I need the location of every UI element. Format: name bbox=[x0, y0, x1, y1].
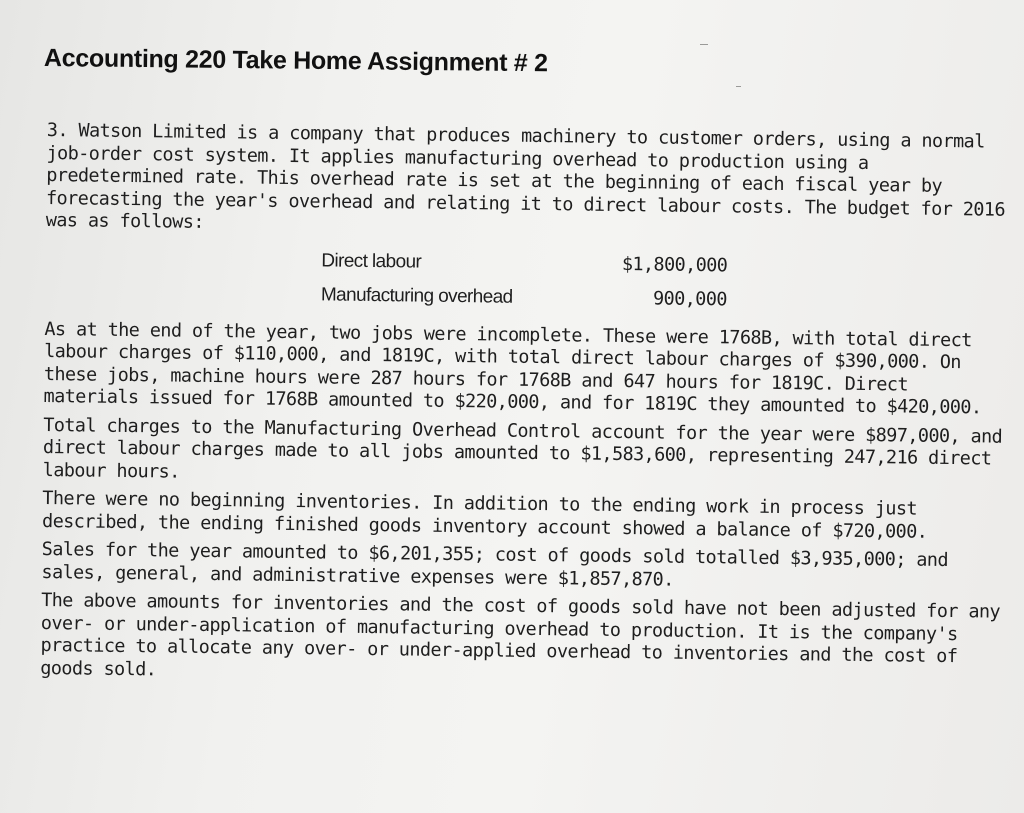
budget-value: 900,000 bbox=[652, 287, 727, 310]
budget-label: Direct labour bbox=[321, 249, 422, 273]
budget-label: Manufacturing overhead bbox=[320, 283, 513, 308]
paragraph-inventories: There were no beginning inventories. In addition to the ending work in process just described, the ending finished goods inventory account showed a balance of $720,000. bbox=[41, 487, 928, 543]
question-intro: 3. Watson Limited is a company that produces machinery to customer orders, using a normal job-order cost system. It applies manufacturing overhead to production using a predetermined rate. This overhead rate is set at the beginning of each fiscal year by forecasting the year's overhead and relating it to direct labour costs. The budget for 2016 was as follows: bbox=[45, 120, 1006, 233]
question-body bbox=[40, 120, 1007, 698]
paragraph-allocation: The above amounts for inventories and the cost of goods sold have not been adjusted for any over- or under-application of manufacturing overhead to production. It is the company's practice to allocate any over- or under-applied overhead to inventories and the cost of goods sold. bbox=[40, 589, 1001, 680]
paragraph-overhead-charges: Total charges to the Manufacturing Overhead Control account for the year were $897,000, and direct labour charges made to all jobs amounted to $1,583,600, representing 247,216 direct labour hours. bbox=[42, 414, 1003, 483]
paper-mark bbox=[700, 44, 708, 45]
assignment-title: Accounting 220 Take Home Assignment # 2 bbox=[43, 44, 548, 78]
budget-row-direct-labour bbox=[321, 250, 727, 283]
paragraph-incomplete-jobs: As at the end of the year, two jobs were incomplete. These were 1768B, with total direct labour charges of $110,000, and 1819C, with total direct labour charges of $390,000. On these jobs, machine hours were 287 hours for 1768B and 647 hours for 1819C. Direct materials issued for 1768B amounted to $220,000, and for 1819C they amounted to $420,000. bbox=[43, 318, 982, 419]
paper-mark bbox=[736, 86, 741, 87]
budget-row-manufacturing-overhead bbox=[321, 284, 727, 317]
budget-table bbox=[45, 244, 1006, 328]
budget-value: $1,800,000 bbox=[621, 253, 728, 276]
paragraph-sales: Sales for the year amounted to $6,201,355; cost of goods sold totalled $3,935,000; and sales, general, and administrative expenses were $1,857,870. bbox=[41, 538, 949, 591]
